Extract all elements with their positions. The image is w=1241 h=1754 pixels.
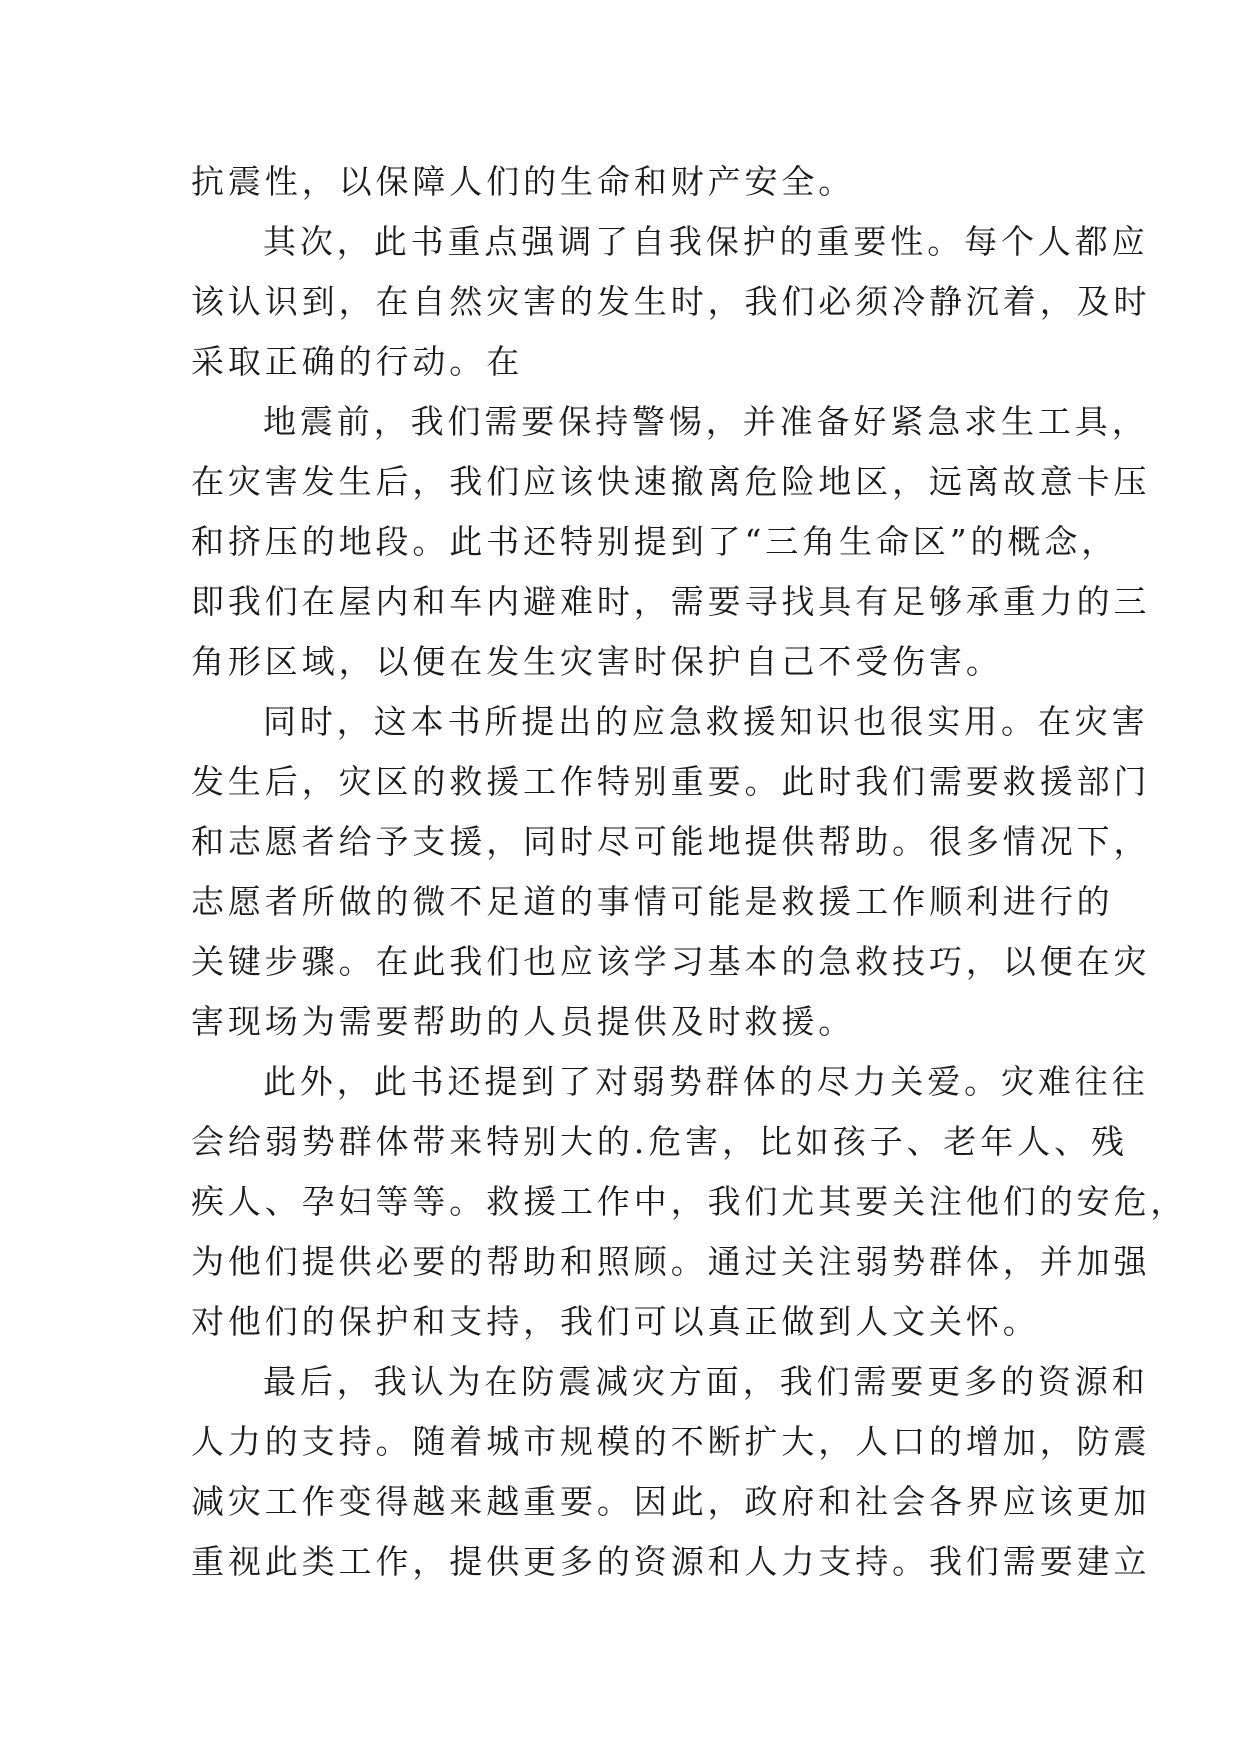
- text-line: 害现场为需要帮助的人员提供及时救援。: [191, 1002, 856, 1041]
- text-line: 疾人、孕妇等等。救援工作中，我们尤其要关注他们的安危，: [191, 1182, 1188, 1221]
- text-line: 重视此类工作，提供更多的资源和人力支持。我们需要建立: [191, 1542, 1151, 1581]
- text-line: 对他们的保护和支持，我们可以真正做到人文关怀。: [191, 1302, 1040, 1341]
- text-line: 在灾害发生后，我们应该快速撤离危险地区，远离故意卡压: [191, 462, 1151, 501]
- text-line: 和志愿者给予支援，同时尽可能地提供帮助。很多情况下，: [191, 822, 1151, 861]
- text-line: 会给弱势群体带来特别大的.危害，比如孩子、老年人、残: [191, 1122, 1128, 1161]
- text-line: 和挤压的地段。此书还特别提到了“三角生命区”的概念，: [191, 522, 1119, 561]
- text-line: 为他们提供必要的帮助和照顾。通过关注弱势群体，并加强: [191, 1242, 1151, 1281]
- text-line: 关键步骤。在此我们也应该学习基本的急救技巧，以便在灾: [191, 942, 1151, 981]
- text-line: 地震前，我们需要保持警惕，并准备好紧急求生工具，: [263, 402, 1149, 441]
- text-line: 同时，这本书所提出的应急救援知识也很实用。在灾害: [263, 702, 1149, 741]
- document-body: [191, 152, 1188, 1592]
- text-line: 角形区域，以便在发生灾害时保护自己不受伤害。: [191, 642, 1003, 681]
- text-line: 人力的支持。随着城市规模的不断扩大，人口的增加，防震: [191, 1422, 1151, 1461]
- text-line: 最后，我认为在防震减灾方面，我们需要更多的资源和: [263, 1362, 1149, 1401]
- text-line: 志愿者所做的微不足道的事情可能是救援工作顺利进行的: [191, 882, 1114, 921]
- text-line: 发生后，灾区的救援工作特别重要。此时我们需要救援部门: [191, 762, 1151, 801]
- text-line: 减灾工作变得越来越重要。因此，政府和社会各界应该更加: [191, 1482, 1151, 1521]
- text-line: 其次，此书重点强调了自我保护的重要性。每个人都应: [263, 222, 1149, 261]
- text-line: 抗震性，以保障人们的生命和财产安全。: [191, 162, 856, 201]
- text-line: 即我们在屋内和车内避难时，需要寻找具有足够承重力的三: [191, 582, 1151, 621]
- text-line: 采取正确的行动。在: [191, 342, 524, 381]
- text-line: 此外，此书还提到了对弱势群体的尽力关爱。灾难往往: [263, 1062, 1149, 1101]
- text-line: 该认识到，在自然灾害的发生时，我们必须冷静沉着，及时: [191, 282, 1151, 321]
